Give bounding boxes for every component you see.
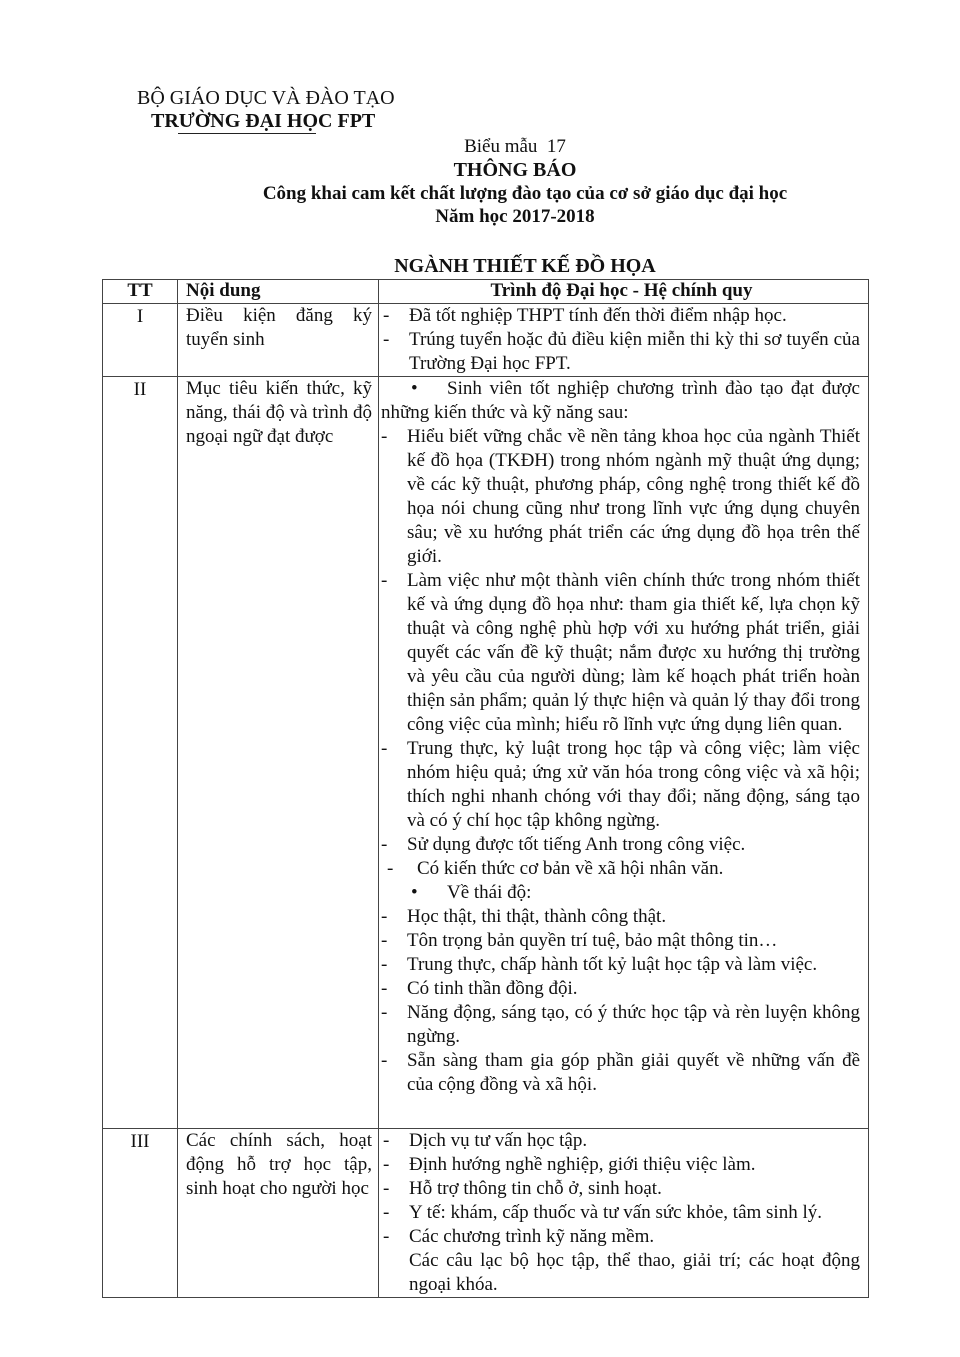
attitude-heading: • Về thái độ: (411, 882, 532, 903)
dash-icon: - (383, 329, 390, 350)
dash-icon: - (381, 930, 388, 951)
bullet-icon: • (411, 882, 418, 903)
dash-icon: - (383, 1202, 390, 1223)
list-item: - Dịch vụ tư vấn học tập. (383, 1130, 588, 1151)
major-title: NGÀNH THIẾT KẾ ĐỒ HỌA (394, 255, 656, 277)
dash-icon: - (383, 305, 390, 326)
list-item: - Sử dụng được tốt tiếng Anh trong công việc. (381, 834, 746, 855)
bullet-continuation: những kiến thức và kỹ năng sau: (381, 402, 629, 423)
trailing-text: Các câu lạc bộ học tập, thể thao, giải trí; các hoạt động ngoại khóa. (409, 1250, 860, 1295)
ministry-name: BỘ GIÁO DỤC VÀ ĐÀO TẠO (137, 87, 395, 109)
list-item: - Có kiến thức cơ bản về xã hội nhân văn. (387, 858, 724, 879)
list-item: - Học thật, thi thật, thành công thật. (381, 906, 667, 927)
list-item: - Hiểu biết vững chắc về nền tảng khoa học của ngành Thiết kế đồ họa (TKĐH) trong nhóm ngành mỹ thuật ứng dụng; về các kỹ thuật, phương pháp, công nghệ trong thiết kế đồ họa nói chung cũng như trong lĩnh vực ứng dụng chuyên sâu; về xu hướng phát triển các ứng dụng đồ họa trên thế giới. (381, 426, 860, 567)
row-number: III (103, 1129, 178, 1298)
row-number: II (103, 377, 178, 1129)
column-header-tt: TT (103, 280, 178, 304)
table-row (103, 377, 869, 1129)
dash-icon: - (381, 570, 388, 591)
dash-icon: - (383, 1130, 390, 1151)
notice-subtitle: Công khai cam kết chất lượng đào tạo của cơ sở giáo dục đại học (262, 183, 788, 204)
commitment-table (102, 279, 869, 1298)
dash-icon: - (381, 834, 388, 855)
column-header-content: Nội dung (178, 280, 379, 304)
academic-year: Năm học 2017-2018 (435, 206, 595, 227)
dash-icon: - (383, 1154, 390, 1175)
form-label: Biểu mẫu 17 (464, 136, 566, 157)
dash-icon: - (381, 906, 388, 927)
list-item: - Định hướng nghề nghiệp, giới thiệu việc làm. (383, 1154, 756, 1175)
column-header-level: Trình độ Đại học - Hệ chính quy (379, 280, 869, 304)
list-item: - Các chương trình kỹ năng mềm. (383, 1226, 655, 1247)
dash-icon: - (387, 858, 394, 879)
dash-icon: - (381, 738, 388, 759)
university-name: TRƯỜNG ĐẠI HỌC FPT (151, 110, 376, 132)
list-item: - Trúng tuyển hoặc đủ điều kiện miễn thi kỳ thi sơ tuyển của Trường Đại học FPT. (383, 329, 860, 374)
list-item: - Y tế: khám, cấp thuốc và tư vấn sức khỏe, tâm sinh lý. (383, 1202, 822, 1223)
list-item: - Tôn trọng bản quyền trí tuệ, bảo mật thông tin… (381, 930, 778, 951)
row-details (379, 377, 869, 1129)
row-content: Mục tiêu kiến thức, kỹ năng, thái độ và trình độ ngoại ngữ đạt được (186, 378, 372, 447)
list-item: - Sẵn sàng tham gia góp phần giải quyết về những vấn đề của cộng đồng và xã hội. (381, 1050, 860, 1095)
list-item: - Năng động, sáng tạo, có ý thức học tập và rèn luyện không ngừng. (381, 1002, 860, 1047)
row-details (379, 1129, 869, 1298)
bullet-icon: • (411, 378, 418, 399)
table-header-row (103, 280, 869, 304)
bullet-item: • Sinh viên tốt nghiệp chương trình đào tạo đạt được (411, 378, 860, 399)
list-item: - Đã tốt nghiệp THPT tính đến thời điểm nhập học. (383, 305, 787, 326)
dash-icon: - (383, 1226, 390, 1247)
list-item: - Trung thực, chấp hành tốt kỷ luật học tập và làm việc. (381, 954, 818, 975)
row-details (379, 304, 869, 377)
notice-title: THÔNG BÁO (453, 159, 577, 181)
row-content: Các chính sách, hoạt động hỗ trợ học tập, sinh hoạt cho người học (186, 1130, 372, 1199)
list-item: - Làm việc như một thành viên chính thức trong nhóm thiết kế và ứng dụng đồ họa như: tham gia thiết kế, lựa chọn kỹ thuật và công nghệ phù hợp với xu hướng phát triển, giải quyết các vấn đề kỹ thuật; nắm được xu hướng thị trường và yêu cầu của người dùng; làm kế hoạch phát triển hoàn thiện sản phẩm; quản lý thực hiện và quản lý thay đổi trong công việc của mình; hiểu rõ lĩnh vực ứng dụng liên quan. (381, 570, 860, 735)
list-item: - Có tinh thần đồng đội. (381, 978, 578, 999)
dash-icon: - (381, 1002, 388, 1023)
table-row (103, 1129, 869, 1298)
university-underline (178, 133, 316, 134)
dash-icon: - (381, 426, 388, 447)
dash-icon: - (381, 954, 388, 975)
dash-icon: - (383, 1178, 390, 1199)
list-item: - Hỗ trợ thông tin chỗ ở, sinh hoạt. (383, 1178, 662, 1199)
dash-icon: - (381, 978, 388, 999)
table-row (103, 304, 869, 377)
list-item: - Trung thực, kỷ luật trong học tập và công việc; làm việc nhóm hiệu quả; ứng xử văn hóa trong công việc và xã hội; thích nghi nhanh chóng với thay đổi; năng động, sáng tạo và có ý chí học tập không ngừng. (381, 738, 860, 831)
row-content: Điều kiện đăng ký tuyển sinh (186, 305, 372, 350)
row-number: I (103, 304, 178, 377)
dash-icon: - (381, 1050, 388, 1071)
